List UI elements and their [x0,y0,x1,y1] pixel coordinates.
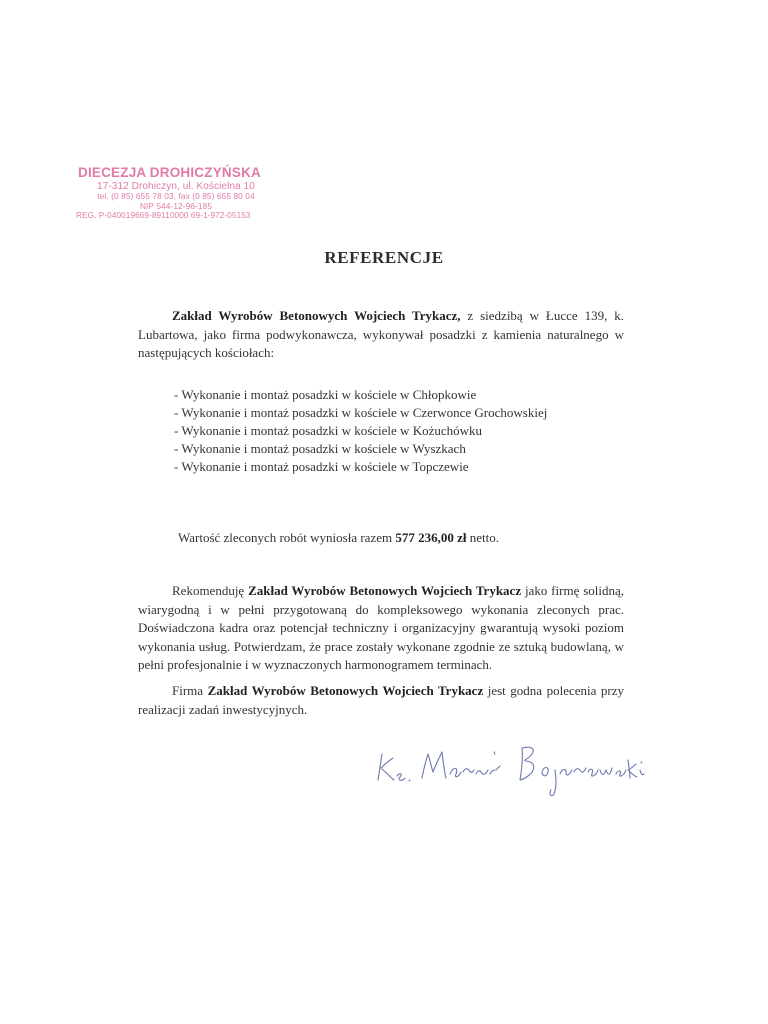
recommendation-company-name: Zakład Wyrobów Betonowych Wojciech Trykacz [248,583,522,598]
closing-prefix: Firma [172,683,208,698]
value-suffix: netto. [466,530,499,545]
stamp-nip: NIP 544-12-96-185 [139,200,213,211]
intro-paragraph [138,307,624,363]
value-paragraph [178,529,628,548]
works-list-item: - Wykonanie i montaż posadzki w kościele w Wyszkach [174,441,466,456]
works-list-item: - Wykonanie i montaż posadzki w kościele w Czerwonce Grochowskiej [174,405,548,420]
works-list-item: - Wykonanie i montaż posadzki w kościele w Chłopkowie [174,387,477,402]
works-list [174,386,547,476]
stamp-address: 17-312 Drohiczyn, ul. Kościelna 10 [97,180,255,192]
document-title: REFERENCJE [324,248,444,267]
stamp-title: DIECEZJA DROHICZYŃSKA [78,165,261,180]
intro-text: z siedzibą w Łucce 139, k. Lubartowa, jako firma podwykonawcza, wykonywał posadzki z kamienia naturalnego w następujących kościołach: [138,308,624,360]
closing-company-name: Zakład Wyrobów Betonowych Wojciech Trykacz [207,683,484,698]
stamp-reg: REG. P-040019669-89110000 69-1-972-05153 [76,211,251,221]
works-list-item: - Wykonanie i montaż posadzki w kościele w Kożuchówku [174,423,483,438]
closing-paragraph [138,682,624,719]
recommendation-prefix: Rekomenduję [172,583,249,598]
handwritten-signature [370,730,660,800]
intro-company-name: Zakład Wyrobów Betonowych Wojciech Trykacz, [172,308,461,323]
recommendation-text: jako firmę solidną, wiarygodną i w pełni przygotowaną do kompleksowego wykonania zleconych prac. Doświadczona kadra oraz potencjał techniczny i organizacyjny gwarantują wysoki poziom wykonania usług. Potwierdzam, że prace zostały wykonane zgodnie ze sztuką budowlaną, w pełni profesjonalnie i w wyznaczonych harmonogramem terminach. [138,583,624,672]
recommendation-paragraph [138,582,624,675]
stamp-phone: tel. (0 85) 655 78 03, fax (0 85) 655 80 04 [97,191,255,202]
value-prefix: Wartość zleconych robót wyniosła razem [178,530,396,545]
diocese-stamp [76,165,276,221]
works-list-item: - Wykonanie i montaż posadzki w kościele w Topczewie [174,459,469,474]
closing-text: jest godna polecenia przy realizacji zadań inwestycyjnych. [138,683,625,717]
value-amount: 577 236,00 zł [395,530,467,545]
